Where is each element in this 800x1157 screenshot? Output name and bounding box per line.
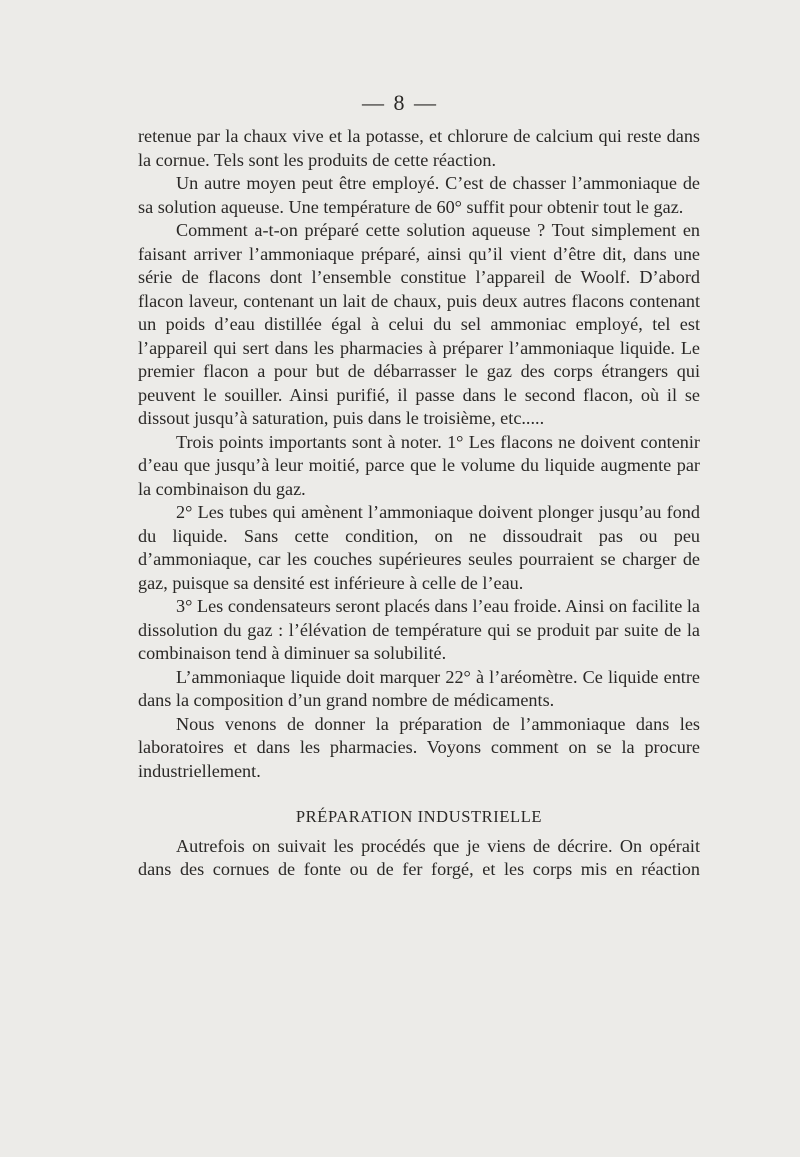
paragraph-point-3: 3° Les condensateurs seront placés dans l’eau froide. Ainsi on facilite la dissolution du gaz : l’élévation de température qui se produit par suite de la combinaison tend à diminuer sa solubilité. <box>138 596 700 663</box>
paragraph-woolf-apparatus: Comment a-t-on préparé cette solution aqueuse ? Tout simplement en faisant arriver l’ammoniaque préparé, ainsi qu’il vient d’être dit, dans une série de flacons dont l’ensemble constitue l’appareil de Woolf. D’abord flacon laveur, contenant un lait de chaux, puis deux autres flacons contenant un poids d’eau distillée égal à celui du sel ammoniac employé, tel est l’appareil qui sert dans les pharmacies à préparer l’ammoniaque liquide. Le premier flacon a pour but de débarrasser le gaz des corps étrangers qui peuvent le souiller. Ainsi purifié, il passe dans le second flacon, où il se dissout jusqu’à saturation, puis dans le troisième, etc..... <box>138 220 700 428</box>
body-text <box>138 125 700 882</box>
paragraph-transition: Nous venons de donner la préparation de l’ammoniaque dans les laboratoires et dans les pharmacies. Voyons comment on se la procure industriellement. <box>138 713 700 781</box>
paragraph-industrial: Autrefois on suivait les procédés que je viens de décrire. On opérait dans des cornues de fonte ou de fer forgé, et les corps mis en réaction <box>138 835 700 879</box>
paragraph-other-method: Un autre moyen peut être employé. C’est de chasser l’ammoniaque de sa solution aqueuse. Une température de 60° suffit pour obtenir tout le gaz. <box>138 173 700 217</box>
paragraph-areometer: L’ammoniaque liquide doit marquer 22° à l’aréomètre. Ce liquide entre dans la composition d’un grand nombre de médicaments. <box>138 666 700 710</box>
paragraph-point-1: Trois points importants sont à noter. 1° Les flacons ne doivent contenir d’eau que jusqu’à leur moitié, parce que le volume du liquide augmente par la combinaison du gaz. <box>138 431 700 499</box>
page-number: — 8 — <box>362 90 438 115</box>
paragraph-point-2: 2° Les tubes qui amènent l’ammoniaque doivent plonger jusqu’au fond du liquide. Sans cette condition, on ne dissoudrait pas ou peu d’ammoniaque, car les couches supérieures seules pourraient se charger de gaz, puisque sa densité est inférieure à celle de l’eau. <box>138 502 700 593</box>
paragraph-continued: retenue par la chaux vive et la potasse, et chlorure de calcium qui reste dans la cornue. Tels sont les produits de cette réaction. <box>138 126 700 170</box>
section-title: PRÉPARATION INDUSTRIELLE <box>295 807 543 826</box>
